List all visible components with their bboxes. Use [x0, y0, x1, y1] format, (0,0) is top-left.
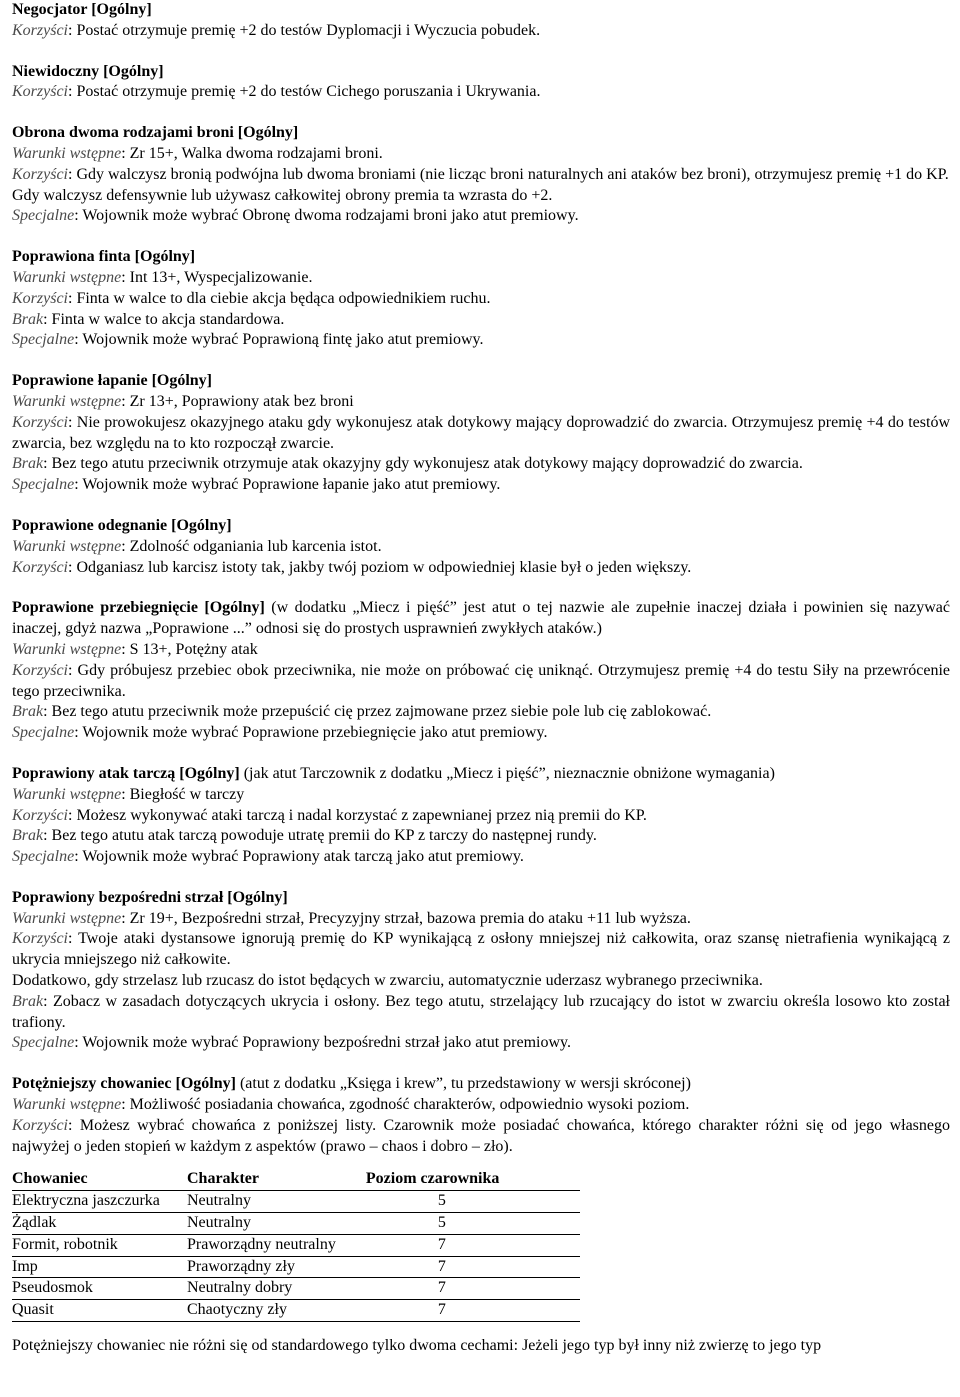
feat-title: Poprawiony atak tarczą [Ogólny]	[12, 764, 240, 782]
feat-heading	[12, 764, 950, 785]
feat-line	[12, 268, 950, 289]
feat-title: Poprawiony bezpośredni strzał [Ogólny]	[12, 888, 288, 906]
feat-line	[12, 165, 950, 186]
feat-line-text: : Zr 19+, Bezpośredni strzał, Precyzyjny strzał, bazowa premia do ataku +11 lub wyższa.	[121, 909, 691, 927]
feat-line-label: Specjalne	[12, 476, 75, 494]
feat-block	[12, 516, 950, 578]
column-header-alignment: Charakter	[187, 1169, 366, 1190]
feat-line	[12, 413, 950, 455]
feat-title: Potężniejszy chowaniec [Ogólny]	[12, 1075, 236, 1093]
feat-line	[12, 537, 950, 558]
table-header-row	[12, 1169, 580, 1190]
familiar-table	[12, 1169, 580, 1322]
alignment-cell: Praworządny neutralny	[187, 1234, 366, 1256]
feat-line-text: : Zdolność odganiania lub karcenia istot.	[121, 537, 382, 555]
table-row	[12, 1191, 580, 1213]
feat-line	[12, 310, 950, 331]
feat-heading	[12, 1074, 950, 1095]
feat-line	[12, 1095, 950, 1116]
feat-block	[12, 123, 950, 227]
feat-line-label: Korzyści	[12, 661, 68, 679]
level-cell: 5	[366, 1213, 580, 1235]
feat-line-text: : Zobacz w zasadach dotyczących ukrycia i osłony. Bez tego atutu, strzelający lub rzucający do istot w zwarciu określa losowo kto został trafiony.	[12, 992, 950, 1031]
familiar-name-cell: Pseudosmok	[12, 1278, 187, 1300]
feat-line	[12, 847, 950, 868]
feat-line-label: Korzyści	[12, 806, 68, 824]
feat-line-text: : Finta w walce to dla ciebie akcja będąca odpowiednikiem ruchu.	[68, 289, 491, 307]
feat-block	[12, 598, 950, 744]
trailing-paragraph: Potężniejszy chowaniec nie różni się od standardowego tylko dwoma cechami: Jeżeli jego typ był inny niż zwierzę to jego typ	[12, 1337, 822, 1355]
alignment-cell: Neutralny dobry	[187, 1278, 366, 1300]
feat-line-text: : Odganiasz lub karcisz istoty tak, jakby twój poziom w odpowiedniej klasie był o jeden większy.	[68, 558, 692, 576]
familiar-name-cell: Żądlak	[12, 1213, 187, 1235]
feat-line	[12, 330, 950, 351]
feat-line-label: Specjalne	[12, 848, 75, 866]
feat-line	[12, 21, 950, 42]
feat-line	[12, 661, 950, 703]
feat-line-text: : Możesz wybrać chowańca z poniższej listy. Czarownik może posiadać chowańca, którego charakter różni się od jego własnego najwyżej o jeden stopień w każdym z aspektów (prawo – chaos i dobro – zło).	[12, 1116, 950, 1155]
feat-title: Obrona dwoma rodzajami broni [Ogólny]	[12, 124, 299, 142]
feat-line-label: Specjalne	[12, 1034, 75, 1052]
feat-line	[12, 186, 950, 207]
feat-heading	[12, 371, 950, 392]
column-header-familiar: Chowaniec	[12, 1169, 187, 1190]
familiar-name-cell: Formit, robotnik	[12, 1234, 187, 1256]
table-body	[12, 1191, 580, 1322]
feat-line-label: Warunki wstępne	[12, 392, 122, 410]
table-row	[12, 1234, 580, 1256]
feat-title: Negocjator [Ogólny]	[12, 1, 152, 18]
feat-line-text: : Wojownik może wybrać Poprawione łapanie jako atut premiowy.	[74, 476, 501, 494]
feat-line-label: Korzyści	[12, 1116, 68, 1134]
feat-line-label: Korzyści	[12, 558, 68, 576]
feat-line-label: Warunki wstępne	[12, 1096, 122, 1114]
feat-line-label: Korzyści	[12, 165, 68, 183]
feat-heading	[12, 0, 950, 21]
feat-line	[12, 144, 950, 165]
feat-line-label: Korzyści	[12, 930, 68, 948]
alignment-cell: Neutralny	[187, 1213, 366, 1235]
feat-heading	[12, 888, 950, 909]
feat-line-text: : Wojownik może wybrać Poprawiony atak tarczą jako atut premiowy.	[74, 848, 524, 866]
feat-line-text: : Wojownik może wybrać Poprawione przebiegnięcie jako atut premiowy.	[74, 724, 548, 742]
feat-line-text: Gdy walczysz defensywnie lub używasz całkowitej obrony premia ta wzrasta do +2.	[12, 186, 553, 204]
feat-line-label: Warunki wstępne	[12, 537, 122, 555]
feat-line	[12, 702, 950, 723]
alignment-cell: Chaotyczny zły	[187, 1300, 366, 1322]
feat-line	[12, 1116, 950, 1158]
feat-line-label: Specjalne	[12, 207, 75, 225]
alignment-cell: Neutralny	[187, 1191, 366, 1213]
level-cell: 7	[366, 1256, 580, 1278]
feat-line	[12, 454, 950, 475]
table-row	[12, 1300, 580, 1322]
feat-title-note: (w dodatku „Miecz i pięść” jest atut o tej nazwie ale zupełnie inaczej działa i powinien się nazywać inaczej, gdyż nazwa „Poprawione ...” odnosi się do prostych usprawnień zwykłych ataków.)	[12, 599, 951, 638]
feat-line-text: : Gdy próbujesz przebiec obok przeciwnika, nie może on próbować cię uniknąć. Otrzymujesz premię +4 do testu Siły na przewrócenie tego przeciwnika.	[12, 661, 950, 700]
feat-line-text: Dodatkowo, gdy strzelasz lub rzucasz do istot będących w zwarciu, automatycznie uderzasz wybranego przeciwnika.	[12, 972, 763, 990]
feat-line-text: : Możliwość posiadania chowańca, zgodność charakterów, odpowiednio wysoki poziom.	[121, 1096, 690, 1114]
feat-line-label: Korzyści	[12, 413, 68, 431]
feat-line	[12, 392, 950, 413]
feat-line	[12, 475, 950, 496]
feat-line-label: Warunki wstępne	[12, 785, 122, 803]
familiar-name-cell: Imp	[12, 1256, 187, 1278]
feat-line	[12, 806, 950, 827]
feat-line-text: : Wojownik może wybrać Poprawiony bezpośredni strzał jako atut premiowy.	[74, 1034, 572, 1052]
table-row	[12, 1213, 580, 1235]
feat-title-note: (atut z dodatku „Księga i krew”, tu przedstawiony w wersji skróconej)	[235, 1075, 691, 1093]
feat-heading	[12, 247, 950, 268]
alignment-cell: Praworządny zły	[187, 1256, 366, 1278]
feat-line-text: : Twoje ataki dystansowe ignorują premię do KP wynikającą z osłony mniejszej niż całkowita, oraz szansę nietrafienia wynikającą z ukrycia mniejszego niż całkowite.	[12, 930, 950, 969]
level-cell: 5	[366, 1191, 580, 1213]
feat-line-label: Brak	[12, 703, 44, 721]
feat-line	[12, 971, 950, 992]
feat-line-label: Brak	[12, 455, 44, 473]
feat-block	[12, 1074, 950, 1157]
feat-line-text: : Postać otrzymuje premię +2 do testów Cichego poruszania i Ukrywania.	[68, 83, 541, 101]
level-cell: 7	[366, 1234, 580, 1256]
feat-heading	[12, 62, 950, 83]
feat-line-label: Korzyści	[12, 83, 68, 101]
feat-line-label: Brak	[12, 992, 44, 1010]
feat-line-label: Warunki wstępne	[12, 144, 122, 162]
level-cell: 7	[366, 1300, 580, 1322]
feat-line-text: : Nie prowokujesz okazyjnego ataku gdy wykonujesz atak dotykowy mający doprowadzić do zwarcia. Otrzymujesz premię +4 do testów zwarcia, bez względu na to kto rozpoczął zwarcie.	[12, 413, 950, 452]
feat-line	[12, 1033, 950, 1054]
feat-line-text: : Postać otrzymuje premię +2 do testów Dyplomacji i Wyczucia pobudek.	[68, 21, 541, 39]
feat-block	[12, 62, 950, 104]
feat-line	[12, 640, 950, 661]
feat-line-text: : Bez tego atutu przeciwnik otrzymuje atak okazyjny gdy wykonujesz atak dotykowy mający doprowadzić do zwarcia.	[43, 455, 803, 473]
feat-title: Poprawione łapanie [Ogólny]	[12, 372, 213, 390]
feat-line-text: : Int 13+, Wyspecjalizowanie.	[121, 268, 313, 286]
feat-line	[12, 723, 950, 744]
feat-list	[12, 0, 950, 1157]
feat-line-text: : Bez tego atutu przeciwnik może przepuścić cię przez zajmowane przez siebie pole lub cię zablokować.	[43, 703, 712, 721]
feat-line-text: : S 13+, Potężny atak	[121, 640, 258, 658]
feat-line-label: Korzyści	[12, 289, 68, 307]
feat-block	[12, 247, 950, 351]
feat-line	[12, 82, 950, 103]
feat-line-label: Brak	[12, 827, 44, 845]
familiar-name-cell: Elektryczna jaszczurka	[12, 1191, 187, 1213]
feat-line	[12, 785, 950, 806]
feat-line-label: Warunki wstępne	[12, 268, 122, 286]
feat-heading	[12, 598, 950, 640]
feat-block	[12, 371, 950, 496]
feat-line	[12, 826, 950, 847]
feat-title-note: (jak atut Tarczownik z dodatku „Miecz i pięść”, nieznacznie obniżone wymagania)	[239, 764, 775, 782]
feat-block	[12, 888, 950, 1054]
feat-heading	[12, 123, 950, 144]
feat-title: Poprawiona finta [Ogólny]	[12, 248, 196, 266]
feat-line-label: Warunki wstępne	[12, 640, 122, 658]
feat-line-label: Specjalne	[12, 724, 75, 742]
table-row	[12, 1256, 580, 1278]
feat-line-text: : Wojownik może wybrać Obronę dwoma rodzajami broni jako atut premiowy.	[74, 207, 579, 225]
level-cell: 7	[366, 1278, 580, 1300]
feat-line	[12, 992, 950, 1034]
feat-line-text: : Zr 15+, Walka dwoma rodzajami broni.	[121, 144, 383, 162]
feat-line-text: : Wojownik może wybrać Poprawioną fintę jako atut premiowy.	[74, 331, 484, 349]
feat-title: Poprawione przebiegnięcie [Ogólny]	[12, 599, 265, 617]
column-header-level: Poziom czarownika	[366, 1169, 580, 1190]
feat-line-label: Brak	[12, 310, 44, 328]
feat-line-text: : Możesz wykonywać ataki tarczą i nadal korzystać z zapewnianej przez nią premii do KP.	[68, 806, 647, 824]
feat-line	[12, 289, 950, 310]
feat-heading	[12, 516, 950, 537]
table-row	[12, 1278, 580, 1300]
feat-line	[12, 909, 950, 930]
feat-line	[12, 929, 950, 971]
feat-line-text: : Finta w walce to akcja standardowa.	[43, 310, 285, 328]
feat-title: Niewidoczny [Ogólny]	[12, 62, 164, 80]
feat-line	[12, 206, 950, 227]
feat-line-text: : Biegłość w tarczy	[121, 785, 245, 803]
feat-line-text: : Bez tego atutu atak tarczą powoduje utratę premii do KP z tarczy do następnej rundy.	[43, 827, 597, 845]
feat-line-label: Warunki wstępne	[12, 909, 122, 927]
familiar-name-cell: Quasit	[12, 1300, 187, 1322]
feat-line-label: Specjalne	[12, 331, 75, 349]
feat-line-text: : Zr 13+, Poprawiony atak bez broni	[121, 392, 354, 410]
feat-line	[12, 558, 950, 579]
feat-block	[12, 764, 950, 868]
feat-line-label: Korzyści	[12, 21, 68, 39]
feat-block	[12, 0, 950, 42]
feat-title: Poprawione odegnanie [Ogólny]	[12, 516, 232, 534]
feat-line-text: : Gdy walczysz bronią podwójna lub dwoma broniami (nie licząc broni naturalnych ani ataków bez broni), otrzymujesz premię +1 do KP.	[68, 165, 949, 183]
